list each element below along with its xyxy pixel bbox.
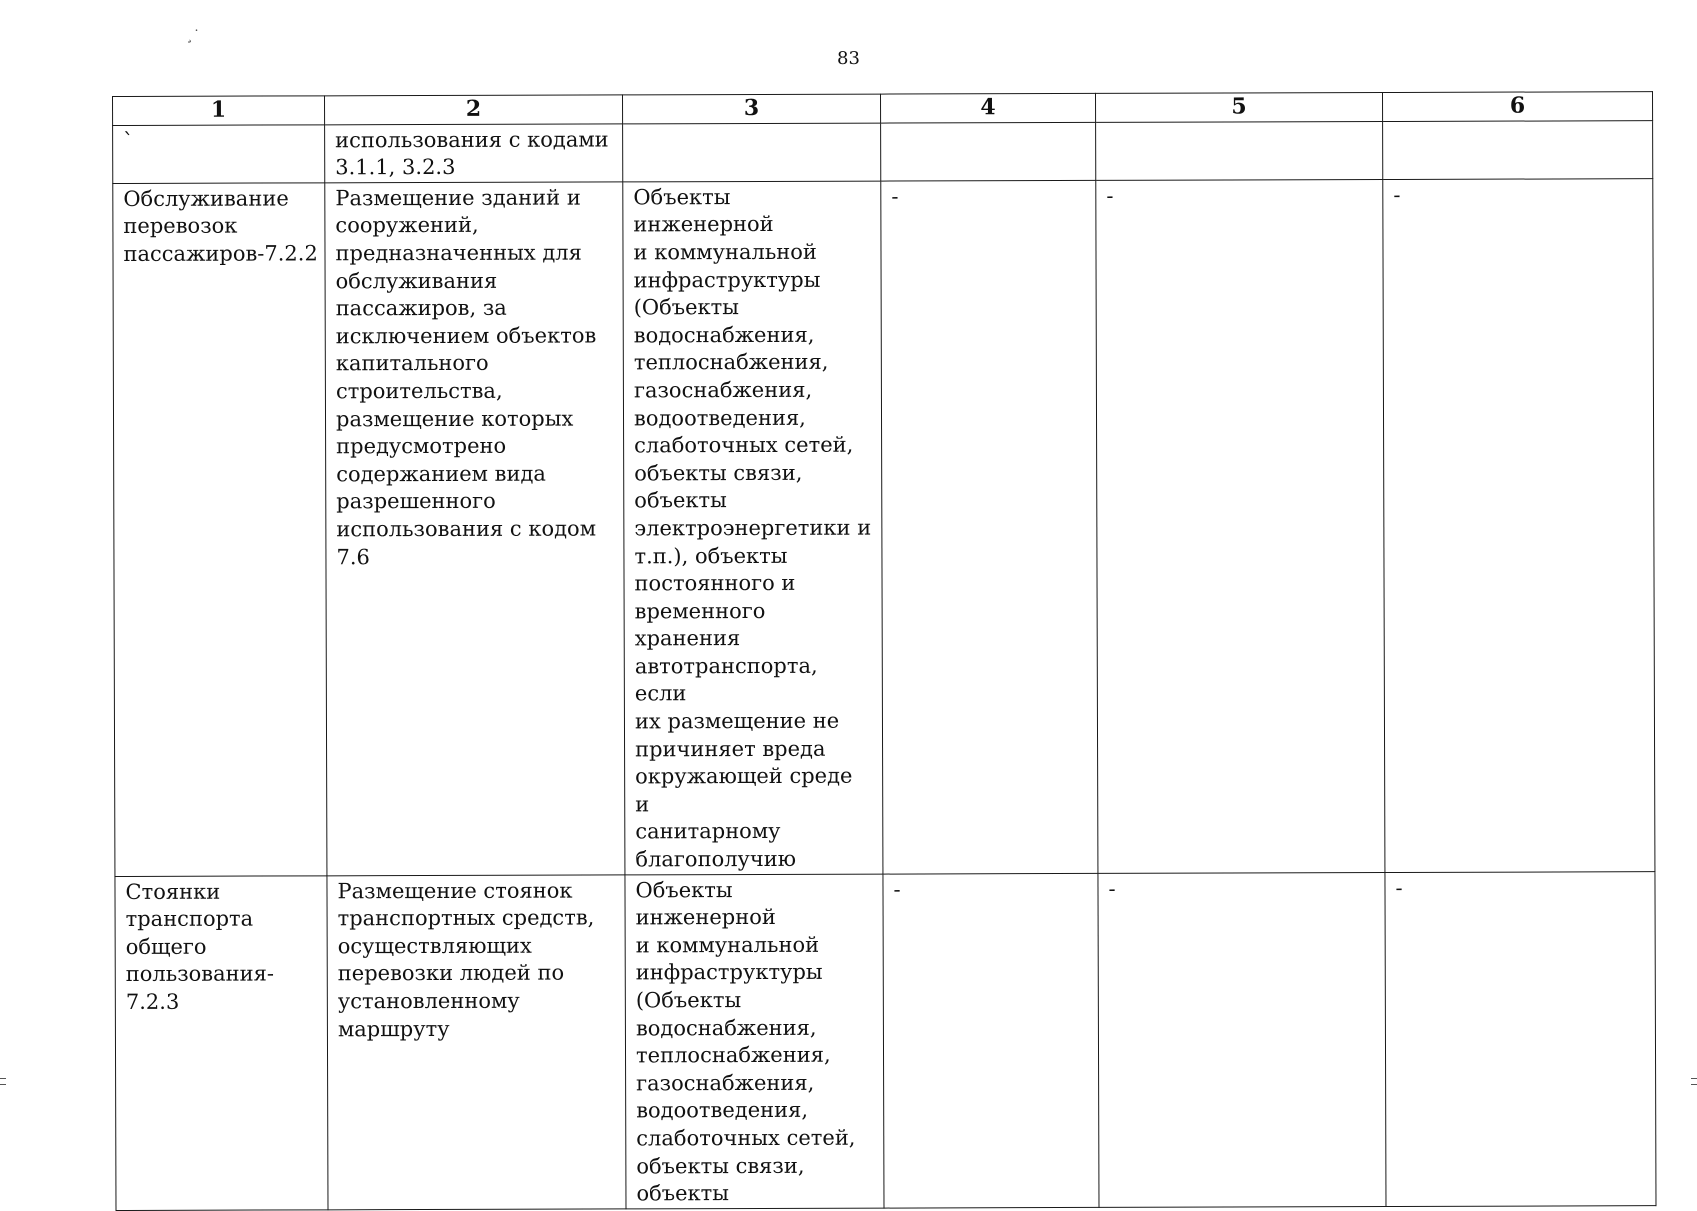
- cell-auxiliary-objects: Объекты инженерной и коммунальной инфраструктуры (Объекты водоснабжения, теплоснабжения, газоснабжения, водоотведения, слаботочных сетей, объекты связи, объекты электроэнергетики и т.п.), объекты постоянного и временного хранения автотранспорта, если их размещение не причиняет вреда окружающей среде и санитарному благополучию: [623, 181, 883, 875]
- cell-col-6: [1383, 120, 1653, 179]
- cell-col-4: [881, 122, 1096, 181]
- header-cell-4: 4: [880, 93, 1095, 122]
- cell-col-6: -: [1385, 871, 1656, 1206]
- scan-speck: ¸˙: [186, 28, 200, 44]
- page-number: 83: [837, 48, 860, 69]
- cell-col-5: -: [1098, 872, 1386, 1207]
- cell-description: Размещение стоянок транспортных средств, осуществляющих перевозки людей по установленному маршруту: [327, 875, 626, 1210]
- scan-edge-mark-left: [0, 1084, 6, 1085]
- cell-col-5: [1096, 121, 1383, 180]
- header-cell-3: 3: [622, 94, 880, 123]
- cell-description: использования с кодами 3.1.1, 3.2.3: [325, 123, 623, 182]
- cell-col-6: -: [1383, 178, 1655, 872]
- table-row-public-transport-parking: [115, 871, 1656, 1210]
- cell-use-type: `: [113, 124, 325, 183]
- scan-edge-mark-left: [0, 1078, 6, 1079]
- header-cell-2: 2: [325, 95, 623, 125]
- cell-col-5: -: [1096, 179, 1385, 873]
- cell-auxiliary-objects: [623, 123, 881, 182]
- cell-use-type: Обслуживание перевозок пассажиров-7.2.2: [113, 183, 327, 877]
- cell-auxiliary-objects: Объекты инженерной и коммунальной инфраструктуры (Объекты водоснабжения, теплоснабжения, газоснабжения, водоотведения, слаботочных сетей, объекты связи, объекты: [625, 874, 884, 1209]
- scan-edge-mark-right: [1691, 1078, 1697, 1079]
- header-cell-1: 1: [113, 96, 325, 125]
- cell-col-4: -: [883, 873, 1099, 1208]
- table-row-continuation: [113, 120, 1653, 183]
- header-cell-5: 5: [1095, 93, 1382, 122]
- cell-col-4: -: [881, 180, 1098, 874]
- scan-edge-mark-right: [1691, 1084, 1697, 1085]
- header-cell-6: 6: [1382, 92, 1652, 121]
- table-row-passenger-service: [113, 178, 1655, 876]
- regulations-table: [112, 91, 1656, 1211]
- cell-use-type: Стоянки транспорта общего пользования- 7.2.3: [115, 875, 328, 1210]
- cell-description: Размещение зданий и сооружений, предназначенных для обслуживания пассажиров, за исключением объектов капитального строительства, размещение которых предусмотрено содержанием вида разрешенного использования с кодом 7.6: [325, 182, 625, 876]
